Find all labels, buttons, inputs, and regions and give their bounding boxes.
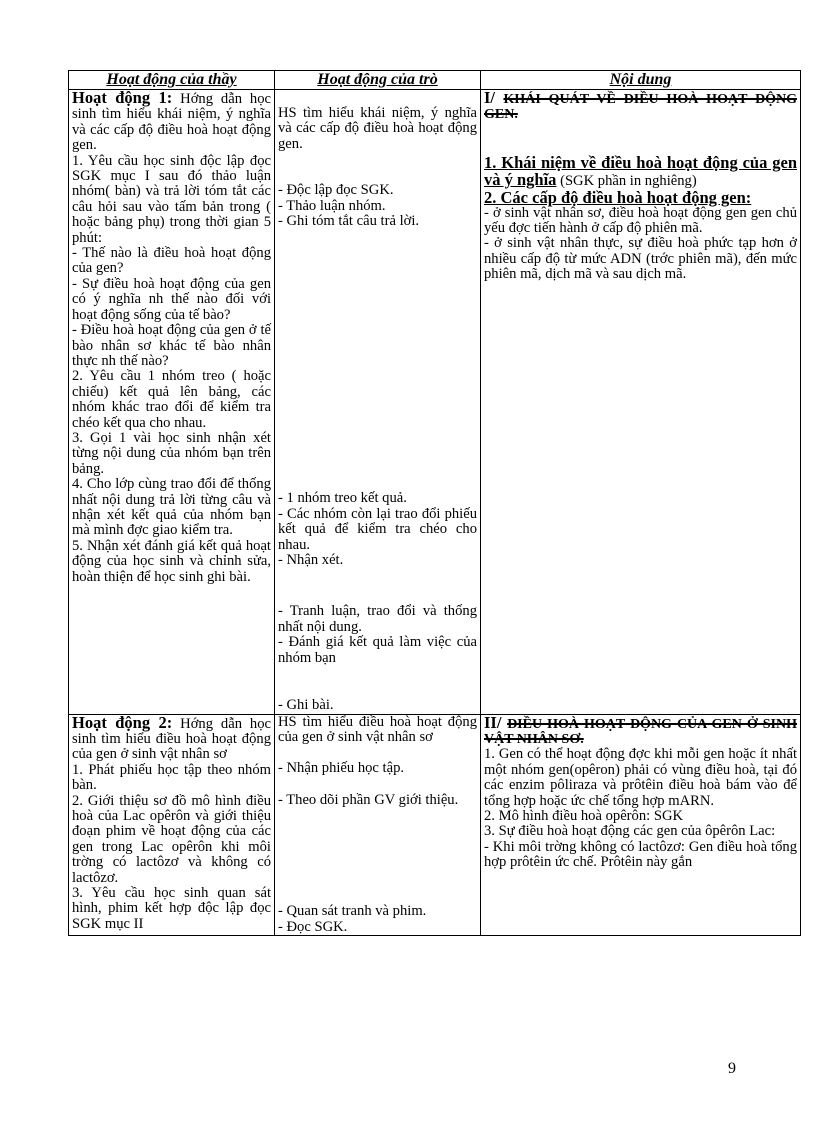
subheading: 1. Khái niệm về điều hoà hoạt động của gen và ý nghĩa: [484, 152, 797, 190]
section-heading: KHÁI QUÁT VỀ ĐIỀU HOÀ HOẠT ĐỘNG GEN.: [484, 92, 797, 123]
header-student: Hoạt động của trò: [275, 71, 481, 90]
content-body: 1. Gen có thể hoạt động đợc khi mỗi gen hoặc ít nhất một nhóm gen(opêron) phải có vùng điều hoà, tại đó các enzim pôliraza và prôtêin điều hoà bám vào để tổng hợp hoặc ức chế tổng hợp mARN. 2. Mô hình điều hoà opêrôn: SGK 3. Sự điều hoà hoạt động các gen của ôpêrôn Lac: - Khi môi trờng không có lactôzơ: Gen điều hoà tổng hợp prôtêin ức chế. Prôtêin này gắn: [484, 746, 797, 871]
document-page: [68, 70, 800, 936]
student-cell: [275, 90, 481, 715]
header-content: Nội dung: [481, 71, 801, 90]
activity-intro: Hớng dẫn học sinh tìm hiểu khái niệm, ý nghĩa và các cấp độ điều hoà hoạt động gen.: [72, 91, 271, 154]
subheading: 2. Các cấp độ điều hoà hoạt động gen:: [484, 187, 752, 207]
student-cell: [275, 714, 481, 935]
section-number: II/: [484, 712, 508, 732]
student-text: - Nhận phiếu học tập.: [278, 760, 405, 777]
header-teacher: Hoạt động của thầy: [69, 71, 275, 90]
table-row: [69, 90, 801, 715]
student-text: HS tìm hiểu điều hoà hoạt động của gen ở sinh vật nhân sơ: [278, 713, 477, 745]
table-row: [69, 714, 801, 935]
content-cell: [481, 90, 801, 715]
student-text: - 1 nhóm treo kết quả. - Các nhóm còn lại trao đổi phiếu kết quả để kiểm tra chéo cho nhau. - Nhận xét.: [278, 490, 477, 569]
teacher-cell: [69, 714, 275, 935]
student-text: - Quan sát tranh và phim. - Đọc SGK.: [278, 903, 427, 935]
student-text: - Tranh luận, trao đổi và thống nhất nội dung. - Đánh giá kết quả làm việc của nhóm bạn: [278, 603, 477, 666]
section-heading: ĐIỀU HOÀ HOẠT ĐỘNG CỦA GEN Ở SINH VẬT NHÂN SƠ.: [484, 716, 797, 747]
content-body: - ở sinh vật nhân sơ, điều hoà hoạt động gen gen chủ yếu đợc tiến hành ở cấp độ phiên mã. - ở sinh vật nhân thực, sự điều hoà phức tạp hơn ở nhiều cấp độ từ mức ADN (trớc phiên mã), đến mức phiên mã, dịch mã và sau dịch mã.: [484, 204, 797, 283]
teacher-cell: [69, 90, 275, 715]
activity-title: Hoạt động 2:: [72, 712, 173, 732]
student-text: - Ghi bài.: [278, 697, 334, 714]
activity-intro: Hớng dẫn học sinh tìm hiểu điều hoà hoạt động của gen ở sinh vật nhân sơ: [72, 715, 271, 763]
table-header-row: [69, 71, 801, 90]
section-number: I/: [484, 88, 504, 107]
lesson-table: [68, 70, 801, 936]
content-cell: [481, 714, 801, 935]
teacher-steps: 1. Yêu cầu học sinh độc lập đọc SGK mục I sau đó thảo luận nhóm( bàn) và trả lời tóm tắt các câu hỏi sau vào tấm bản trong ( hoặc bảng phụ) trong thời gian 5 phút: - Thế nào là điều hoà hoạt động của gen? - Sự điều hoà hoạt động của gen có ý nghĩa nh thế nào đối với hoạt động sống của tế bào? - Điều hoà hoạt động của gen ở tế bào nhân sơ khác tế bào nhân thực nh thế nào? 2. Yêu cầu 1 nhóm treo ( hoặc chiếu) kết quả lên bảng, các nhóm khác trao đổi để kiểm tra chéo kết qua cho nhau. 3. Gọi 1 vài học sinh nhận xét từng nội dung của nhóm bạn trên bảng. 4. Cho lớp cùng trao đổi để thống nhất nội dung trả lời từng câu và nhận xét kết quả của nhóm bạn mà mình đợc giao kiểm tra. 5. Nhận xét đánh giá kết quả hoạt động của học sinh và chỉnh sửa, hoàn thiện để học sinh ghi bài.: [72, 152, 271, 585]
student-text: - Theo dõi phần GV giới thiệu.: [278, 791, 459, 808]
student-text: HS tìm hiểu khái niệm, ý nghĩa và các cấp độ điều hoà hoạt động gen.: [278, 105, 477, 152]
subheading-note: (SGK phần in nghiêng): [556, 173, 697, 190]
activity-title: Hoạt động 1:: [72, 88, 173, 107]
student-text: - Độc lập đọc SGK. - Thảo luận nhóm. - Ghi tóm tắt câu trả lời.: [278, 182, 420, 230]
page-number: 9: [728, 1060, 736, 1077]
teacher-steps: 1. Phát phiếu học tập theo nhóm bàn. 2. Giới thiệu sơ đồ mô hình điều hoà của Lac opêrôn và giới thiệu đoạn phim về hoạt động của các gen trong Lac opêrôn khi môi trờng có lactôzơ và không có lactôzơ. 3. Yêu cầu học sinh quan sát hình, phim kết hợp độc lập đọc SGK mục II: [72, 761, 271, 932]
